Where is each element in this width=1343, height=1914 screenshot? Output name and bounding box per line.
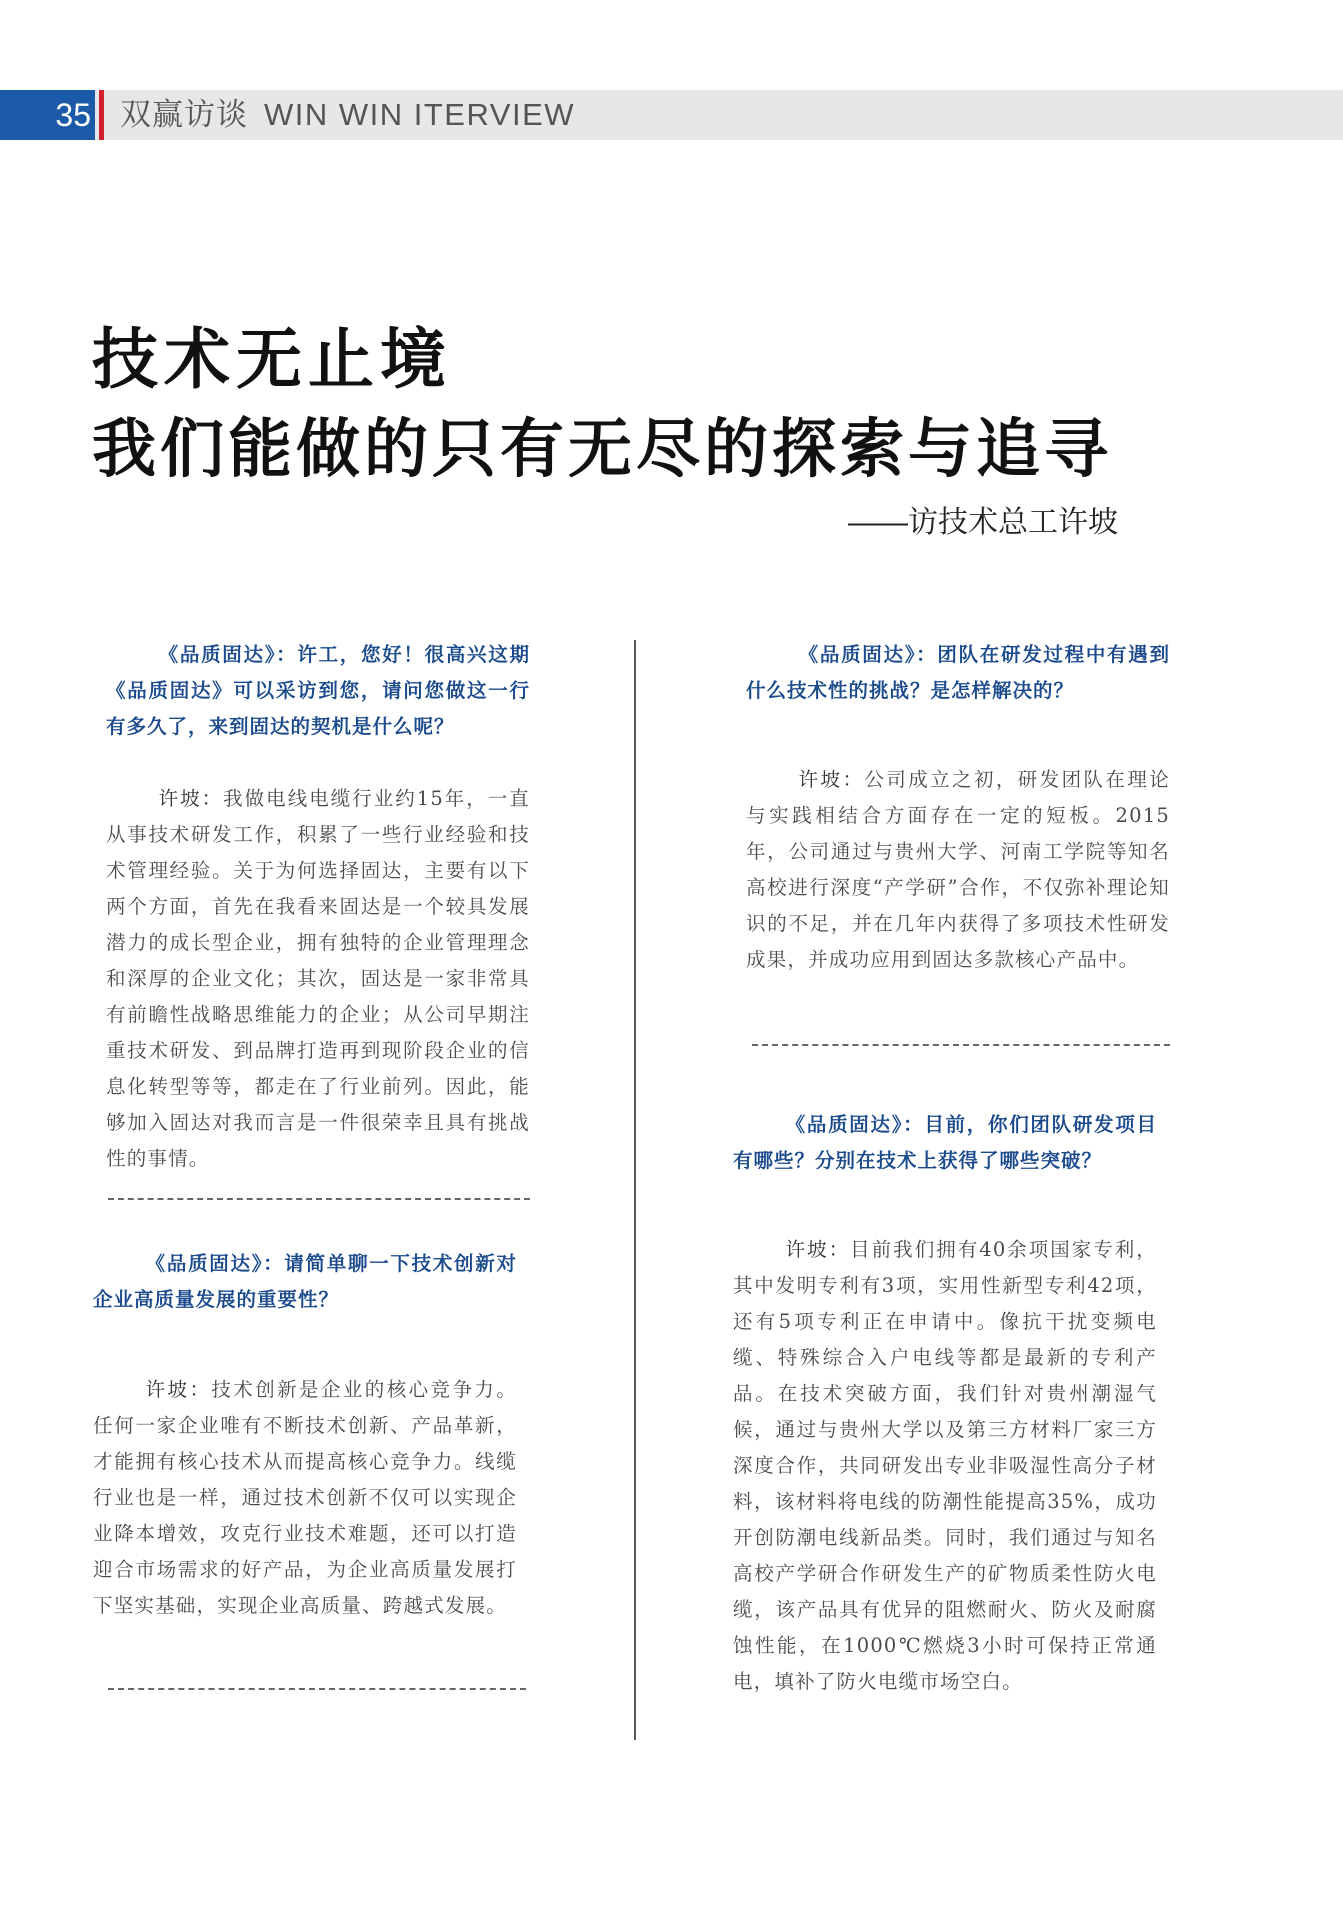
- page-number: 35: [55, 97, 91, 133]
- question-2: [93, 1246, 517, 1318]
- article-title-line2: 我们能做的只有无尽的探索与追寻: [92, 412, 1112, 487]
- header-accent-bar: [99, 90, 104, 140]
- dashed-separator: [752, 1044, 1170, 1046]
- answer-4: [733, 1232, 1157, 1700]
- question-4: [733, 1107, 1157, 1179]
- question-4-text: 《品质固达》：目前，你们团队研发项目有哪些？分别在技术上获得了哪些突破？: [733, 1113, 1157, 1172]
- section-title-cn: 双赢访谈: [120, 97, 248, 132]
- answer-3-text: 公司成立之初，研发团队在理论与实践相结合方面存在一定的短板。2015年，公司通过与贵州大学、河南工学院等知名高校进行深度“产学研”合作，不仅弥补理论知识的不足，并在几年内获得了多项技术性研发成果，并成功应用到固达多款核心产品中。: [746, 768, 1170, 971]
- column-divider: [634, 640, 636, 1740]
- answer-1-speaker: 许坡：: [158, 787, 224, 810]
- header-band: [0, 90, 1343, 140]
- article-title-line1: 技术无止境: [92, 320, 452, 398]
- answer-3: [746, 762, 1170, 978]
- dashed-separator: [108, 1688, 526, 1690]
- answer-1-text: 我做电线电缆行业约15年，一直从事技术研发工作，积累了一些行业经验和技术管理经验。关于为何选择固达，主要有以下两个方面，首先在我看来固达是一个较具发展潜力的成长型企业，拥有独特的企业管理理念和深厚的企业文化；其次，固达是一家非常具有前瞻性战略思维能力的企业；从公司早期注重技术研发、到品牌打造再到现阶段企业的信息化转型等等，都走在了行业前列。因此，能够加入固达对我而言是一件很荣幸且具有挑战性的事情。: [106, 787, 530, 1170]
- answer-2: [93, 1372, 517, 1624]
- answer-1: [106, 781, 530, 1177]
- section-title: [120, 90, 575, 140]
- question-1: [106, 637, 530, 745]
- answer-2-speaker: 许坡：: [145, 1378, 212, 1401]
- question-3-text: 《品质固达》：团队在研发过程中有遇到什么技术性的挑战？是怎样解决的？: [746, 643, 1170, 702]
- answer-3-speaker: 许坡：: [798, 768, 865, 791]
- answer-4-speaker: 许坡：: [785, 1238, 851, 1261]
- page-number-box: [0, 90, 95, 140]
- answer-2-text: 技术创新是企业的核心竞争力。任何一家企业唯有不断技术创新、产品革新，才能拥有核心技术从而提高核心竞争力。线缆行业也是一样，通过技术创新不仅可以实现企业降本增效，攻克行业技术难题，还可以打造迎合市场需求的好产品，为企业高质量发展打下坚实基础，实现企业高质量、跨越式发展。: [93, 1378, 517, 1617]
- article-subtitle: ——访技术总工许坡: [848, 506, 1118, 539]
- section-title-en: WIN WIN ITERVIEW: [264, 97, 576, 132]
- question-3: [746, 637, 1170, 709]
- dashed-separator: [108, 1198, 530, 1200]
- question-2-text: 《品质固达》：请简单聊一下技术创新对企业高质量发展的重要性？: [93, 1252, 517, 1311]
- answer-4-text: 目前我们拥有40余项国家专利，其中发明专利有3项，实用性新型专利42项，还有5项专利正在申请中。像抗干扰变频电缆、特殊综合入户电线等都是最新的专利产品。在技术突破方面，我们针对贵州潮湿气候，通过与贵州大学以及第三方材料厂家三方深度合作，共同研发出专业非吸湿性高分子材料，该材料将电线的防潮性能提高35%，成功开创防潮电线新品类。同时，我们通过与知名高校产学研合作研发生产的矿物质柔性防火电缆，该产品具有优异的阻燃耐火、防火及耐腐蚀性能，在1000℃燃烧3小时可保持正常通电，填补了防火电缆市场空白。: [733, 1238, 1157, 1693]
- question-1-text: 《品质固达》：许工，您好！很高兴这期《品质固达》可以采访到您，请问您做这一行有多久了，来到固达的契机是什么呢？: [106, 643, 530, 738]
